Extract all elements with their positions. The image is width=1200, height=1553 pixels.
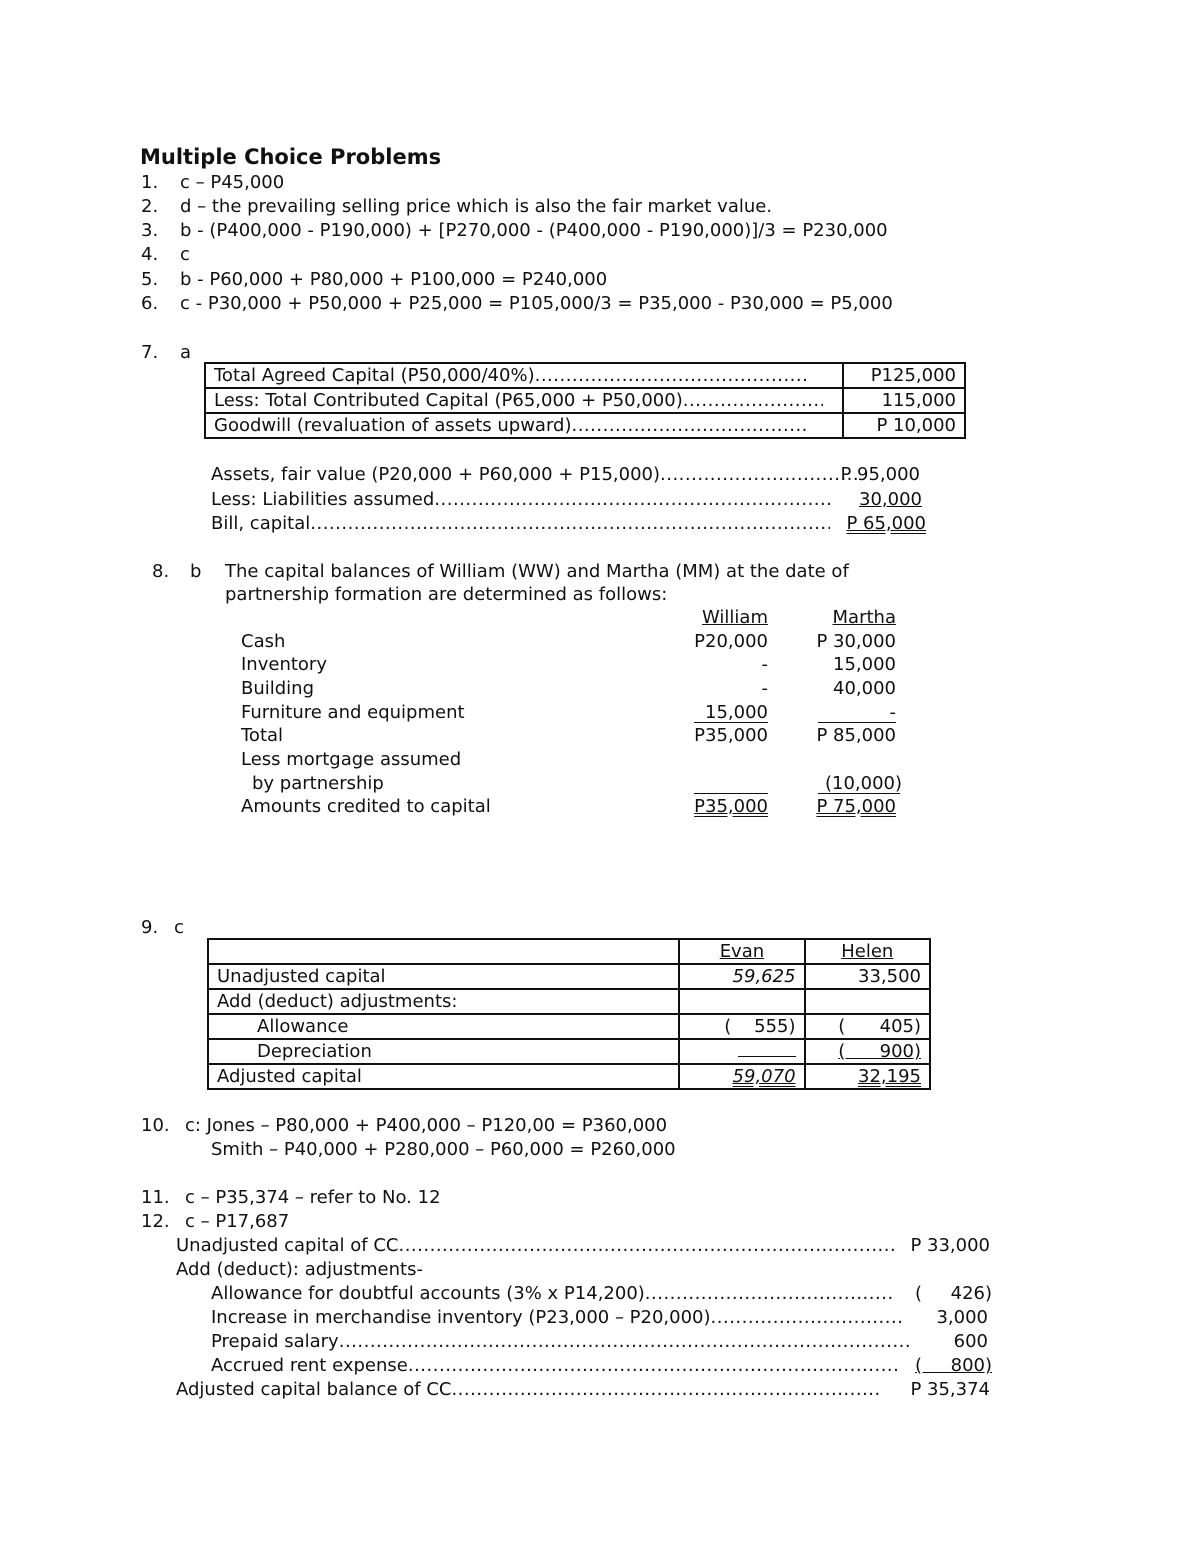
q12-unadj-label: Unadjusted capital of CC..... [176,1234,898,1258]
row-label: Less mortgage assumed [241,749,462,770]
q8-num: 8. [152,561,170,582]
q12-item-label: Accrued rent expense..... [211,1354,898,1378]
answer-num: 2. [141,196,159,217]
q10-num: 10. [141,1115,170,1136]
q12-item-value: 3,000 [936,1307,988,1328]
underline [818,722,896,723]
answer-text: c – P45,000 [180,172,285,193]
row-label: Cash [241,631,286,652]
row-label: by partnership [252,773,384,794]
row-label: Building [241,678,315,699]
underline [694,722,768,723]
table-cell: Depreciation [208,1039,679,1064]
row-martha: P 75,000 [816,796,896,817]
row-label: Inventory [241,654,327,675]
q12-text: c – P17,687 [185,1211,290,1232]
row-label: Furniture and equipment [241,702,465,723]
q12-item-label: Allowance for doubtful accounts (3% x P14,200)..... [211,1282,893,1306]
table-header: Helen [805,939,930,964]
row-label: Amounts credited to capital [241,796,491,817]
q9-letter: c [174,917,184,938]
table-cell: ( 405) [805,1014,930,1039]
row-martha: 15,000 [833,654,896,675]
table-row [208,964,930,989]
q7-assets-value: P 95,000 [840,464,920,485]
table-cell [805,989,930,1014]
q12-item-value: ( 800) [914,1355,992,1376]
underline [818,793,900,794]
page-title: Multiple Choice Problems [140,145,442,169]
q7-letter: a [180,342,192,363]
underline [738,1040,796,1057]
table-row [205,388,965,413]
answer-text: b - P60,000 + P80,000 + P100,000 = P240,000 [180,269,608,290]
table-cell: P 10,000 [843,413,965,438]
table-cell: ( 555) [679,1014,804,1039]
table-row [205,363,965,388]
q11-text: c – P35,374 – refer to No. 12 [185,1187,441,1208]
q8-text: partnership formation are determined as follows: [225,584,668,605]
answer-num: 3. [141,220,159,241]
row-martha: P 30,000 [816,631,896,652]
table-cell [208,939,679,964]
q7-liab-value: 30,000 [859,489,922,510]
q7-assets-label: Assets, fair value (P20,000 + P60,000 + P15,000)..... [211,463,858,487]
table-cell: Add (deduct) adjustments: [208,989,679,1014]
q12-item-value: 600 [953,1331,988,1352]
table-cell: P125,000 [843,363,965,388]
answer-num: 5. [141,269,159,290]
table-row [208,1014,930,1039]
table-row [208,1064,930,1089]
q7-bill-value: P 65,000 [846,513,926,534]
table-cell: Allowance [208,1014,679,1039]
q10-text: Smith – P40,000 + P280,000 – P60,000 = P260,000 [211,1139,676,1160]
q9-num: 9. [141,917,159,938]
answer-num: 1. [141,172,159,193]
table-cell: Goodwill (revaluation of assets upward)..... [205,413,843,438]
row-martha: - [889,702,896,723]
q12-item-value: ( 426) [914,1283,992,1304]
q8-col-william: William [702,607,768,628]
answer-text: c [180,244,190,265]
q8-letter: b [190,561,202,582]
row-martha: (10,000) [824,773,902,794]
table-row [208,939,930,964]
q12-adj-label: Adjusted capital balance of CC..... [176,1378,881,1402]
q8-text: The capital balances of William (WW) and Martha (MM) at the date of [225,561,849,582]
table-cell: Total Agreed Capital (P50,000/40%)..... [205,363,843,388]
table-cell: 59,070 [679,1064,804,1089]
table-row [208,1039,930,1064]
table-cell: ( 900) [805,1039,930,1064]
answer-text: b - (P400,000 - P190,000) + [P270,000 - (P400,000 - P190,000)]/3 = P230,000 [180,220,888,241]
q11-num: 11. [141,1187,170,1208]
table-cell [679,989,804,1014]
q12-num: 12. [141,1211,170,1232]
q12-item-label: Increase in merchandise inventory (P23,000 – P20,000)..... [211,1306,901,1330]
q12-add-label: Add (deduct): adjustments- [176,1259,423,1280]
table-cell: Adjusted capital [208,1064,679,1089]
answer-text: d – the prevailing selling price which is also the fair market value. [180,196,773,217]
row-william: P35,000 [694,796,768,817]
row-william: P35,000 [694,725,768,746]
q7-num: 7. [141,342,159,363]
answer-num: 4. [141,244,159,265]
q9-table [207,938,931,1090]
table-cell [679,1039,804,1064]
row-martha: P 85,000 [816,725,896,746]
answer-num: 6. [141,293,159,314]
row-martha: 40,000 [833,678,896,699]
row-william: 15,000 [705,702,768,723]
underline [694,793,768,794]
row-william: - [761,678,768,699]
table-row [205,413,965,438]
table-cell: Less: Total Contributed Capital (P65,000 + P50,000)..... [205,388,843,413]
q8-col-martha: Martha [832,607,896,628]
table-row [208,989,930,1014]
q7-bill-label: Bill, capital..... [211,512,830,536]
q7-liab-label: Less: Liabilities assumed..... [211,488,834,512]
q12-unadj-value: P 33,000 [910,1235,990,1256]
table-cell: 33,500 [805,964,930,989]
q10-text: c: Jones – P80,000 + P400,000 – P120,00 = P360,000 [185,1115,668,1136]
table-cell: 32,195 [805,1064,930,1089]
q12-item-label: Prepaid salary..... [211,1330,909,1354]
q12-adj-value: P 35,374 [910,1379,990,1400]
row-label: Total [241,725,284,746]
row-william: P20,000 [694,631,768,652]
row-william: - [761,654,768,675]
table-cell: Unadjusted capital [208,964,679,989]
table-cell: 115,000 [843,388,965,413]
table-cell: 59,625 [679,964,804,989]
table-header: Evan [679,939,804,964]
answer-text: c - P30,000 + P50,000 + P25,000 = P105,000/3 = P35,000 - P30,000 = P5,000 [180,293,893,314]
q7-table [204,362,966,439]
